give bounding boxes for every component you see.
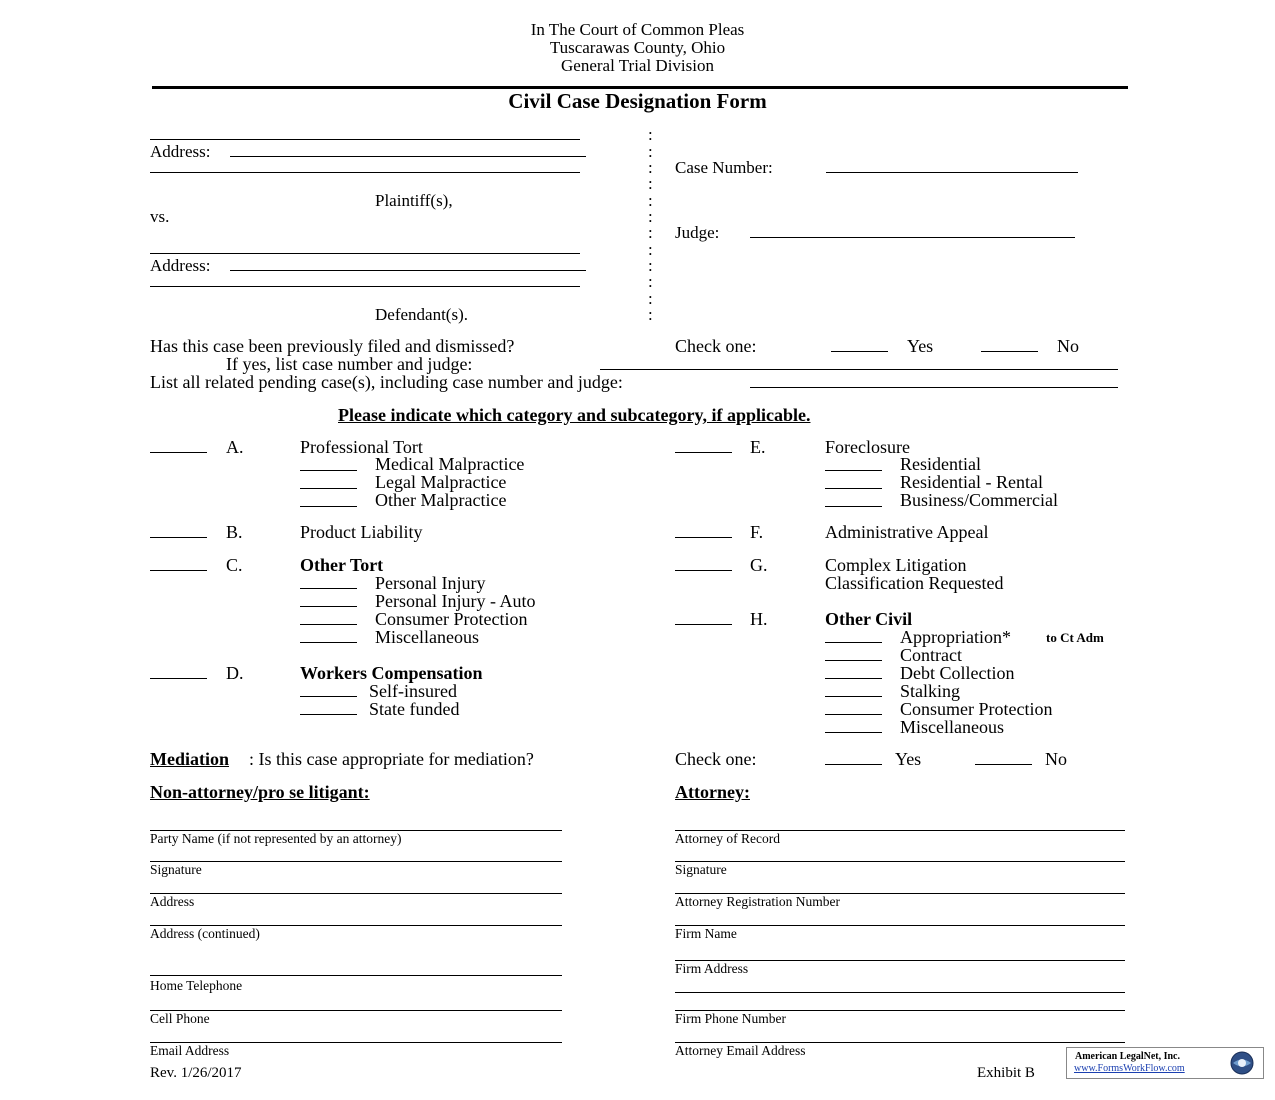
- subcategory-checkbox[interactable]: [825, 642, 882, 643]
- plaintiff-address-line[interactable]: [230, 156, 586, 157]
- subcategory-checkbox[interactable]: [300, 642, 357, 643]
- judge-label: Judge:: [675, 223, 720, 242]
- subcategory-label: Appropriation*: [900, 627, 1011, 647]
- court-name: In The Court of Common Pleas: [530, 20, 745, 39]
- defendant-name-line[interactable]: [150, 253, 580, 254]
- home-telephone-label: Home Telephone: [150, 978, 243, 993]
- cell-phone-field[interactable]: [150, 1010, 562, 1011]
- caption-colon: :: [648, 207, 653, 226]
- signature-label: Signature: [150, 862, 202, 877]
- plaintiff-name-line[interactable]: [150, 139, 580, 140]
- mediation-yes-label: Yes: [895, 749, 922, 769]
- attorney-signature-label: Signature: [675, 862, 727, 877]
- address-label: Address: [150, 894, 195, 909]
- address-continued-label: Address (continued): [150, 926, 260, 941]
- prior-filed-question: Has this case been previously filed and dismissed?: [150, 336, 515, 356]
- subcategory-checkbox[interactable]: [825, 678, 882, 679]
- prior-case-field[interactable]: [600, 369, 1118, 370]
- caption-colon: :: [648, 256, 653, 275]
- category-name: Administrative Appeal: [825, 522, 989, 542]
- address-field[interactable]: [150, 893, 562, 894]
- subcategory-label: Personal Injury - Auto: [375, 591, 536, 611]
- caption-colon: :: [648, 191, 653, 210]
- category-e-checkbox[interactable]: [675, 452, 732, 453]
- subcategory-checkbox[interactable]: [300, 506, 357, 507]
- non-attorney-heading: Non-attorney/pro se litigant:: [150, 782, 370, 802]
- logo-name: American LegalNet, Inc.: [1075, 1051, 1180, 1062]
- defendant-address-line-2[interactable]: [150, 286, 580, 287]
- prior-yes-label: Yes: [907, 336, 934, 356]
- category-name: Complex Litigation: [825, 555, 967, 575]
- subcategory-checkbox[interactable]: [825, 506, 882, 507]
- mediation-check-one-label: Check one:: [675, 749, 757, 769]
- category-b-checkbox[interactable]: [150, 537, 207, 538]
- revision-date: Rev. 1/26/2017: [150, 1065, 242, 1081]
- category-name: Workers Compensation: [300, 663, 483, 683]
- judge-field[interactable]: [750, 237, 1075, 238]
- defendant-address-line[interactable]: [230, 270, 586, 271]
- subcategory-checkbox[interactable]: [825, 470, 882, 471]
- subcategory-label: Other Malpractice: [375, 490, 507, 510]
- attorney-signature-field[interactable]: [675, 861, 1125, 862]
- caption-colon: :: [648, 223, 653, 242]
- attorney-heading: Attorney:: [675, 782, 750, 802]
- subcategory-label: Business/Commercial: [900, 490, 1058, 510]
- registration-number-label: Attorney Registration Number: [675, 894, 840, 909]
- subcategory-label: Consumer Protection: [375, 609, 528, 629]
- category-name: Other Civil: [825, 609, 913, 629]
- logo-url[interactable]: www.FormsWorkFlow.com: [1074, 1063, 1185, 1074]
- subcategory-label: Stalking: [900, 681, 961, 701]
- category-letter: E.: [750, 437, 766, 457]
- category-letter: A.: [226, 437, 244, 457]
- home-telephone-field[interactable]: [150, 975, 562, 976]
- category-name: Foreclosure: [825, 437, 910, 457]
- category-letter: G.: [750, 555, 768, 575]
- caption-colon: :: [648, 272, 653, 291]
- subcategory-label: Legal Malpractice: [375, 472, 507, 492]
- exhibit-label: Exhibit B: [977, 1065, 1035, 1081]
- division-name: General Trial Division: [561, 56, 714, 75]
- category-letter: B.: [226, 522, 243, 542]
- case-number-field[interactable]: [826, 172, 1078, 173]
- cell-phone-label: Cell Phone: [150, 1011, 210, 1026]
- category-letter: D.: [226, 663, 244, 683]
- defendant-label: Defendant(s).: [375, 305, 468, 324]
- prior-no-checkbox[interactable]: [981, 351, 1038, 352]
- subcategory-label: Medical Malpractice: [375, 454, 525, 474]
- if-yes-label: If yes, list case number and judge:: [226, 354, 473, 374]
- email-label: Email Address: [150, 1043, 230, 1058]
- case-number-label: Case Number:: [675, 158, 773, 177]
- subcategory-label: Miscellaneous: [900, 717, 1004, 737]
- vs-label: vs.: [150, 207, 170, 226]
- caption-colon: :: [648, 289, 653, 308]
- caption-colon: :: [648, 125, 653, 144]
- subcategory-label: Self-insured: [369, 681, 457, 701]
- firm-name-field[interactable]: [675, 925, 1125, 926]
- plaintiff-address-label: Address:: [150, 142, 211, 161]
- prior-check-one-label: Check one:: [675, 336, 757, 356]
- subcategory-label: State funded: [369, 699, 460, 719]
- mediation-no-label: No: [1045, 749, 1067, 769]
- signature-field[interactable]: [150, 861, 562, 862]
- category-a-checkbox[interactable]: [150, 452, 207, 453]
- subcategory-label: Contract: [900, 645, 962, 665]
- subcategory-label: Debt Collection: [900, 663, 1015, 683]
- subcategory-label: Consumer Protection: [900, 699, 1053, 719]
- category-h-checkbox[interactable]: [675, 624, 732, 625]
- category-name: Product Liability: [300, 522, 423, 542]
- caption-colon: :: [648, 158, 653, 177]
- globe-icon: [1227, 1050, 1257, 1076]
- firm-name-label: Firm Name: [675, 926, 737, 941]
- publisher-logo[interactable]: [1066, 1047, 1264, 1079]
- subcategory-checkbox[interactable]: [300, 696, 357, 697]
- appropriation-note: to Ct Adm: [1046, 630, 1104, 645]
- firm-address-label: Firm Address: [675, 961, 749, 976]
- category-name: Other Tort: [300, 555, 384, 575]
- plaintiff-address-line-2[interactable]: [150, 172, 580, 173]
- form-title: Civil Case Designation Form: [508, 89, 767, 113]
- plaintiff-label: Plaintiff(s),: [375, 191, 453, 210]
- category-d-checkbox[interactable]: [150, 678, 207, 679]
- category-f-checkbox[interactable]: [675, 537, 732, 538]
- caption-colon: :: [648, 142, 653, 161]
- subcategory-checkbox[interactable]: [300, 470, 357, 471]
- subcategory-checkbox[interactable]: [825, 696, 882, 697]
- category-c-checkbox[interactable]: [150, 570, 207, 571]
- attorney-email-label: Attorney Email Address: [675, 1043, 806, 1058]
- subcategory-checkbox[interactable]: [300, 606, 357, 607]
- subcategory-checkbox[interactable]: [825, 660, 882, 661]
- category-name-continued: Classification Requested: [825, 573, 1004, 593]
- prior-no-label: No: [1057, 336, 1079, 356]
- subcategory-checkbox[interactable]: [825, 732, 882, 733]
- prior-yes-checkbox[interactable]: [831, 351, 888, 352]
- attorney-of-record-label: Attorney of Record: [675, 831, 780, 846]
- mediation-yes-checkbox[interactable]: [825, 764, 882, 765]
- category-g-checkbox[interactable]: [675, 570, 732, 571]
- related-cases-label: List all related pending case(s), including case number and judge:: [150, 372, 623, 392]
- subcategory-label: Personal Injury: [375, 573, 486, 593]
- firm-phone-label: Firm Phone Number: [675, 1011, 786, 1026]
- party-name-label: Party Name (if not represented by an attorney): [150, 831, 402, 846]
- caption-colon: :: [648, 305, 653, 324]
- subcategory-checkbox[interactable]: [825, 488, 882, 489]
- subcategory-label: Residential: [900, 454, 981, 474]
- mediation-no-checkbox[interactable]: [975, 764, 1032, 765]
- related-cases-field[interactable]: [750, 387, 1118, 388]
- category-name: Professional Tort: [300, 437, 423, 457]
- county-name: Tuscarawas County, Ohio: [549, 38, 726, 57]
- mediation-label: Mediation: [150, 749, 229, 769]
- firm-address-field-2[interactable]: [675, 992, 1125, 993]
- subcategory-label: Residential - Rental: [900, 472, 1043, 492]
- category-letter: H.: [750, 609, 768, 629]
- subcategory-label: Miscellaneous: [375, 627, 479, 647]
- subcategory-checkbox[interactable]: [300, 588, 357, 589]
- subcategory-checkbox[interactable]: [825, 714, 882, 715]
- category-letter: F.: [750, 522, 764, 542]
- category-letter: C.: [226, 555, 243, 575]
- subcategory-checkbox[interactable]: [300, 624, 357, 625]
- caption-colon: :: [648, 174, 653, 193]
- defendant-address-label: Address:: [150, 256, 211, 275]
- mediation-question: : Is this case appropriate for mediation?: [249, 749, 534, 769]
- subcategory-checkbox[interactable]: [300, 488, 357, 489]
- category-heading: Please indicate which category and subcategory, if applicable.: [338, 405, 811, 425]
- caption-colon: :: [648, 240, 653, 259]
- subcategory-checkbox[interactable]: [300, 714, 357, 715]
